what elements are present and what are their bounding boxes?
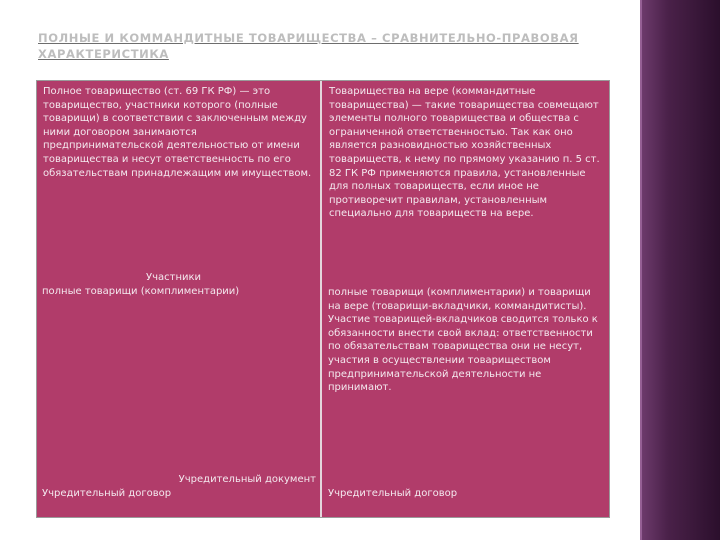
slide-title: ПОЛНЫЕ И КОММАНДИТНЫЕ ТОВАРИЩЕСТВА – СРАВНИТЕЛЬНО-ПРАВОВАЯ ХАРАКТЕРИСТИКА [38,31,579,61]
table-cell-founding-document-limited [322,452,609,517]
limited-partnership-definition-text: Товарищества на вере (коммандитные товарищества) — такие товарищества совмещают элементы полного товарищества и общества с ограниченной ответственностью. Так как оно является разновидностью хозяйственных товариществ, к нему по прямому указанию п. 5 ст. 82 ГК РФ применяются правила, установленные для полных товариществ, если иное не противоречит правилам, установленным специально для товариществ на вере. [329,86,600,220]
full-partnership-definition-text: Полное товарищество (ст. 69 ГК РФ) — это товарищество, участники которого (полные товарищи) в соответствии с заключенным между ними договором занимаются предпринимательской деятельностью от имени товарищества и несут ответственность по его обязательствам принадлежащим им имуществом. [43,86,312,179]
founding-document-limited-block [328,487,600,501]
founding-document-full-block [42,473,316,500]
participants-full-text: полные товарищи (комплиментарии) [42,285,240,297]
participants-limited-block [328,286,600,395]
decorative-side-panel [640,0,720,540]
founding-document-full-text: Учредительный договор [42,487,172,499]
participants-heading: Участники [146,272,202,283]
table-cell-full-partnership-definition [37,81,322,267]
founding-document-heading: Учредительный документ [178,474,316,485]
founding-document-limited-text: Учредительный договор [328,488,458,499]
participants-full-block [42,271,312,298]
table-cell-limited-partnership-definition [322,81,609,267]
participants-limited-text: полные товарищи (комплиментарии) и товарищи на вере (товарищи-вкладчики, коммандитисты). [328,287,591,312]
participants-limited-text-2: Участие товарищей-вкладчиков сводится только к обязанности внести свой вклад: ответственности по обязательствам товарищества они не несут, участия в осуществлении товариществом предпринимательской деятельности не принимают. [328,314,598,394]
